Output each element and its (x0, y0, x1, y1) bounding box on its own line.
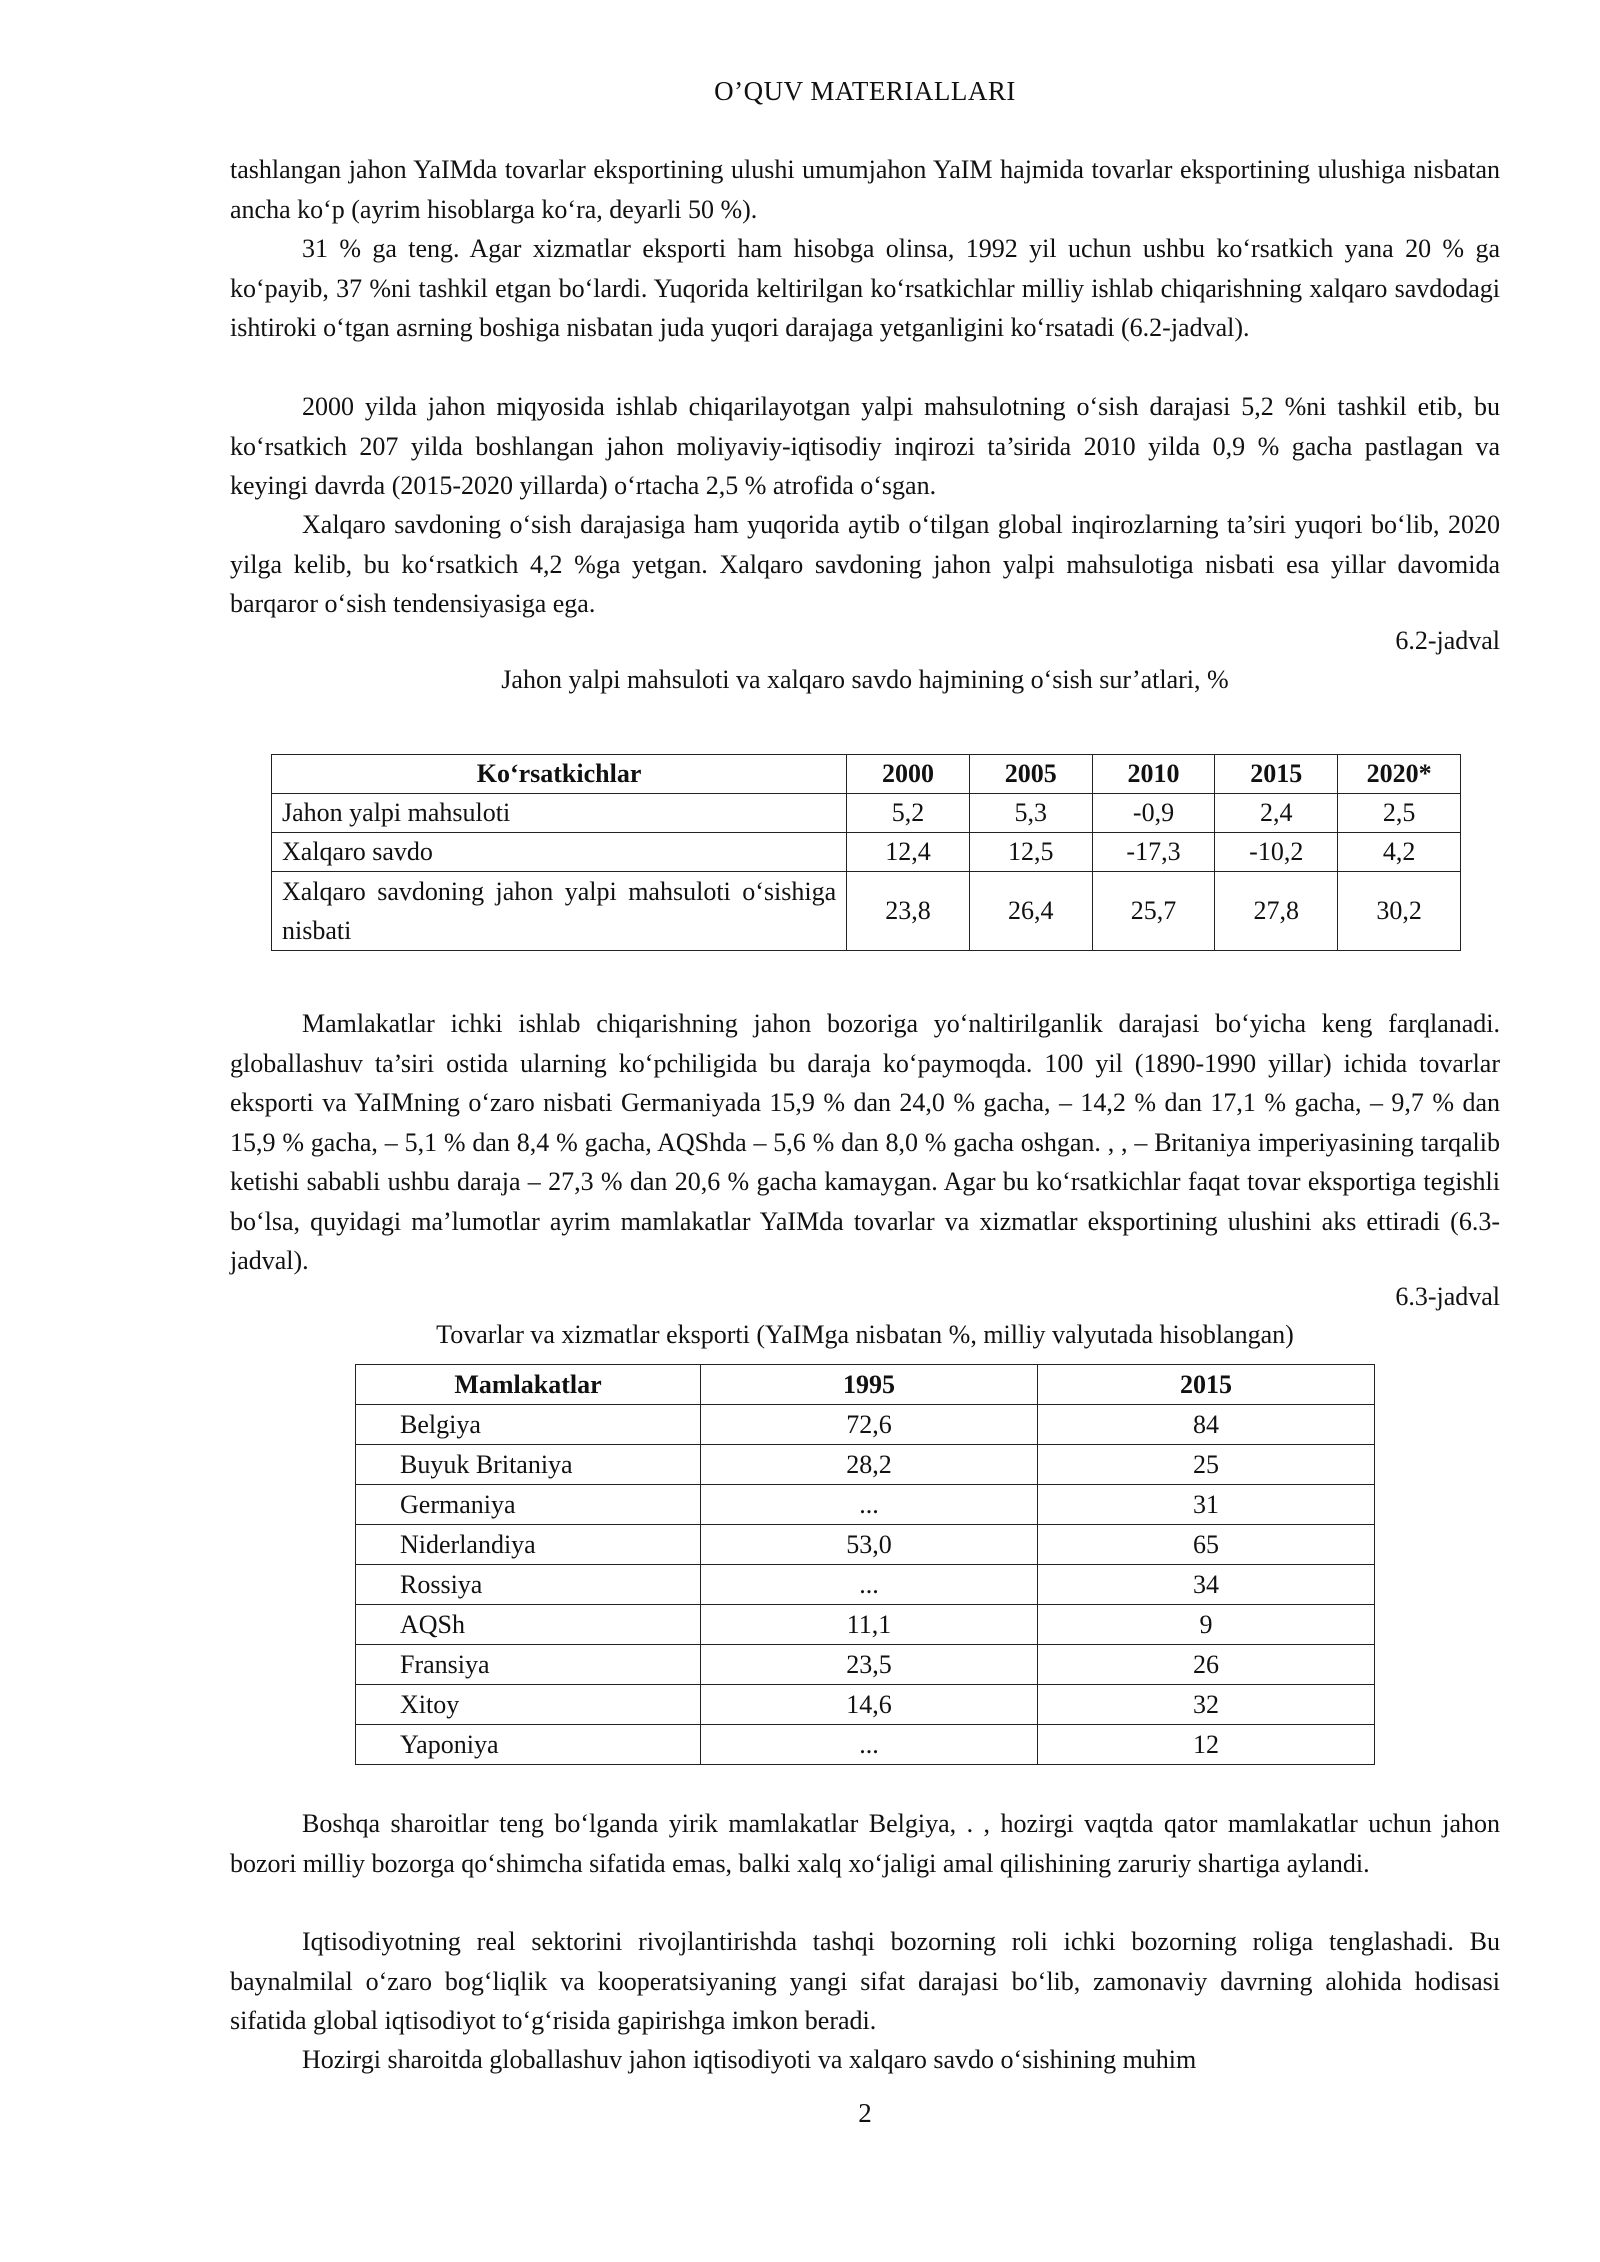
value-cell: ... (701, 1725, 1038, 1765)
country-cell: Niderlandiya (356, 1525, 701, 1565)
country-cell: Rossiya (356, 1565, 701, 1605)
value-cell: ... (701, 1485, 1038, 1525)
table-row (356, 1685, 1375, 1725)
value-cell: 72,6 (701, 1405, 1038, 1445)
value-cell: 84 (1038, 1405, 1375, 1445)
value-cell: 32 (1038, 1685, 1375, 1725)
table-6-3-label: 6.3-jadval (1395, 1282, 1500, 1311)
value-cell: 26,4 (969, 872, 1092, 951)
indicator-cell: Jahon yalpi mahsuloti (272, 794, 847, 833)
value-cell: 65 (1038, 1525, 1375, 1565)
value-cell: 2,5 (1338, 794, 1461, 833)
table-6-2-caption: Jahon yalpi mahsuloti va xalqaro savdo hajmining oʻsish sur’atlari, % (501, 665, 1229, 694)
value-cell: 26 (1038, 1645, 1375, 1685)
value-cell: -0,9 (1092, 794, 1215, 833)
paragraph-7: Iqtisodiyotning real sektorini rivojlantirishda tashqi bozorning roli ichki bozorning roliga tenglashadi. Bu baynalmilal oʻzaro bogʻliqlik va kooperatsiyaning yangi sifat darajasi boʻlib, zamonaviy davrning alohida hodisasi sifatida global iqtisodiyot toʻgʻrisida gapirishga imkon beradi. (230, 1927, 1500, 2035)
value-cell: 2,4 (1215, 794, 1338, 833)
country-cell: Xitoy (356, 1685, 701, 1725)
value-cell: ... (701, 1565, 1038, 1605)
value-cell: 31 (1038, 1485, 1375, 1525)
table-row (356, 1605, 1375, 1645)
table-6-2-label: 6.2-jadval (1395, 626, 1500, 655)
value-cell: 30,2 (1338, 872, 1461, 951)
header-cell: 2005 (969, 755, 1092, 794)
value-cell: 25,7 (1092, 872, 1215, 951)
header-cell: 2000 (847, 755, 970, 794)
header-cell: Mamlakatlar (356, 1365, 701, 1405)
table-row (356, 1445, 1375, 1485)
country-cell: Belgiya (356, 1405, 701, 1445)
value-cell: -10,2 (1215, 833, 1338, 872)
header-cell: 2015 (1215, 755, 1338, 794)
table-row (356, 1725, 1375, 1765)
value-cell: 27,8 (1215, 872, 1338, 951)
indicator-cell: Xalqaro savdo (272, 833, 847, 872)
value-cell: 12,5 (969, 833, 1092, 872)
table-6-2 (271, 754, 1461, 951)
paragraph-4: Xalqaro savdoning oʻsish darajasiga ham yuqorida aytib oʻtilgan global inqirozlarning ta’siri yuqori boʻlib, 2020 yilga kelib, bu koʻrsatkich 4,2 %ga yetgan. Xalqaro savdoning jahon yalpi mahsulotiga nisbati esa yillar davomida barqaror oʻsish tendensiyasiga ega. (230, 510, 1500, 618)
page-header: O’QUV MATERIALLARI (714, 76, 1016, 106)
value-cell: 11,1 (701, 1605, 1038, 1645)
header-cell: 1995 (701, 1365, 1038, 1405)
paragraph-2: 31 % ga teng. Agar xizmatlar eksporti ham hisobga olinsa, 1992 yil uchun ushbu koʻrsatkich yana 20 % ga koʻpayib, 37 %ni tashkil etgan boʻlardi. Yuqorida keltirilgan koʻrsatkichlar milliy ishlab chiqarishning xalqaro savdodagi ishtiroki oʻtgan asrning boshiga nisbatan juda yuqori darajaga yetganligini koʻrsatadi (6.2-jadval). (230, 234, 1500, 342)
table-row (272, 872, 1461, 951)
value-cell: 5,3 (969, 794, 1092, 833)
value-cell: 23,5 (701, 1645, 1038, 1685)
value-cell: -17,3 (1092, 833, 1215, 872)
country-cell: Fransiya (356, 1645, 701, 1685)
table-row (356, 1405, 1375, 1445)
table-header-row (272, 755, 1461, 794)
paragraph-8: Hozirgi sharoitda globallashuv jahon iqtisodiyoti va xalqaro savdo oʻsishining muhim (302, 2045, 1197, 2074)
page-number: 2 (858, 2098, 872, 2128)
table-row (356, 1485, 1375, 1525)
value-cell: 9 (1038, 1605, 1375, 1645)
paragraph-6: Boshqa sharoitlar teng boʻlganda yirik mamlakatlar Belgiya, . , hozirgi vaqtda qator mamlakatlar uchun jahon bozori milliy bozorga qoʻshimcha sifatida emas, balki xalq xoʻjaligi amal qilishining zaruriy shartiga aylandi. (230, 1809, 1500, 1878)
table-6-3 (355, 1364, 1375, 1765)
country-cell: Germaniya (356, 1485, 701, 1525)
header-cell: 2015 (1038, 1365, 1375, 1405)
table-6-3-caption: Tovarlar va xizmatlar eksporti (YaIMga nisbatan %, milliy valyutada hisoblangan) (436, 1320, 1294, 1349)
value-cell: 12,4 (847, 833, 970, 872)
table-header-row (356, 1365, 1375, 1405)
value-cell: 25 (1038, 1445, 1375, 1485)
table-row (356, 1525, 1375, 1565)
value-cell: 5,2 (847, 794, 970, 833)
value-cell: 53,0 (701, 1525, 1038, 1565)
value-cell: 12 (1038, 1725, 1375, 1765)
paragraph-3: 2000 yilda jahon miqyosida ishlab chiqarilayotgan yalpi mahsulotning oʻsish darajasi 5,2 %ni tashkil etib, bu koʻrsatkich 207 yilda boshlangan jahon moliyaviy-iqtisodiy inqirozi ta’sirida 2010 yilda 0,9 % gacha pastlagan va keyingi davrda (2015-2020 yillarda) oʻrtacha 2,5 % atrofida oʻsgan. (230, 392, 1500, 500)
paragraph-1: tashlangan jahon YaIMda tovarlar eksportining ulushi umumjahon YaIM hajmida tovarlar eksportining ulushiga nisbatan ancha koʻp (ayrim hisoblarga koʻra, deyarli 50 %). (230, 155, 1500, 224)
header-cell: 2010 (1092, 755, 1215, 794)
table-row (356, 1645, 1375, 1685)
value-cell: 14,6 (701, 1685, 1038, 1725)
table-row (272, 794, 1461, 833)
paragraph-5: Mamlakatlar ichki ishlab chiqarishning jahon bozoriga yoʻnaltirilganlik darajasi boʻyicha keng farqlanadi. globallashuv ta’siri ostida ularning koʻpchiligida bu daraja koʻpaymoqda. 100 yil (1890-1990 yillar) ichida tovarlar eksporti va YaIMning oʻzaro nisbati Germaniyada 15,9 % dan 24,0 % gacha, – 14,2 % dan 17,1 % gacha, – 9,7 % dan 15,9 % gacha, – 5,1 % dan 8,4 % gacha, AQShda – 5,6 % dan 8,0 % gacha oshgan. , , – Britaniya imperiyasining tarqalib ketishi sababli ushbu daraja – 27,3 % dan 20,6 % gacha kamaygan. Agar bu koʻrsatkichlar faqat tovar eksportiga tegishli boʻlsa, quyidagi ma’lumotlar ayrim mamlakatlar YaIMda tovarlar va xizmatlar eksportining ulushini aks ettiradi (6.3-jadval). (230, 1009, 1500, 1275)
value-cell: 28,2 (701, 1445, 1038, 1485)
indicator-cell: Xalqaro savdoning jahon yalpi mahsuloti oʻsishiga nisbati (272, 872, 847, 951)
country-cell: AQSh (356, 1605, 701, 1645)
country-cell: Yaponiya (356, 1725, 701, 1765)
table-row (272, 833, 1461, 872)
value-cell: 23,8 (847, 872, 970, 951)
header-cell: 2020* (1338, 755, 1461, 794)
header-cell: Koʻrsatkichlar (272, 755, 847, 794)
country-cell: Buyuk Britaniya (356, 1445, 701, 1485)
value-cell: 4,2 (1338, 833, 1461, 872)
table-row (356, 1565, 1375, 1605)
value-cell: 34 (1038, 1565, 1375, 1605)
